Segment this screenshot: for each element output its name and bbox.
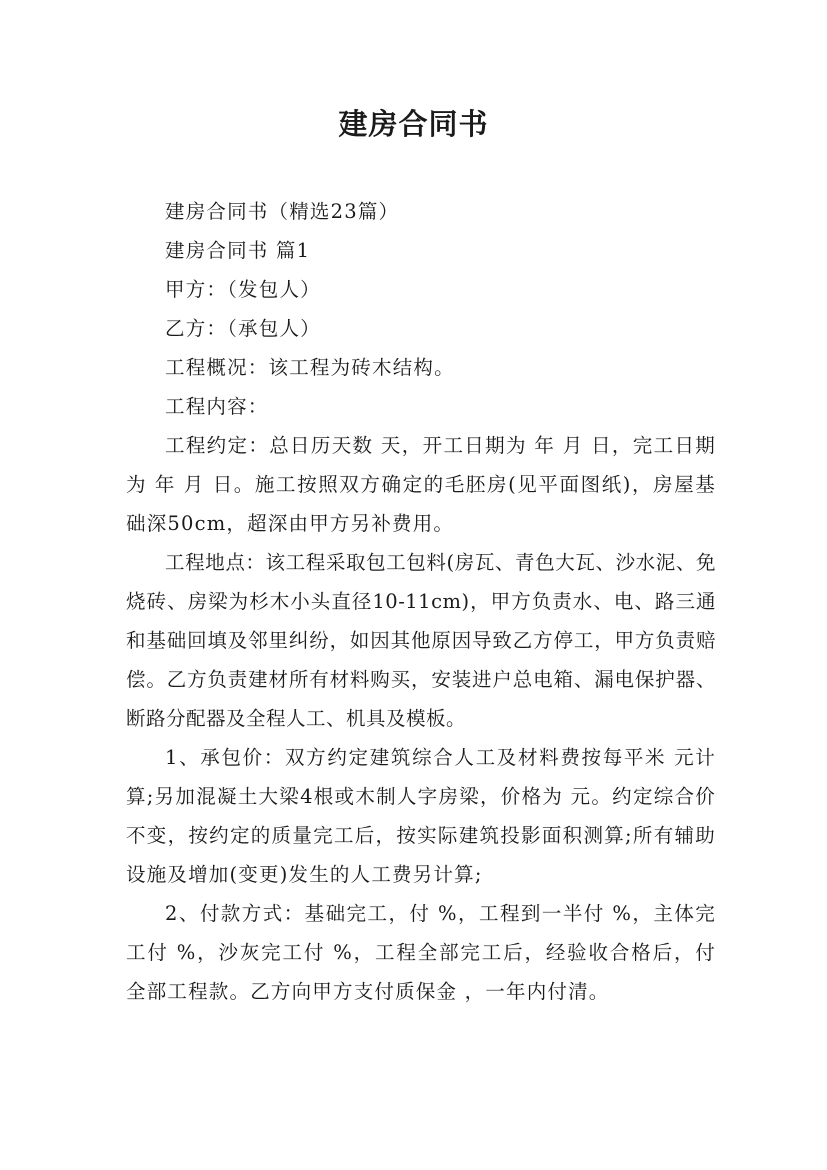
paragraph-contract-price: 1、承包价：双方约定建筑综合人工及材料费按每平米 元计算;另加混凝土大梁4根或木制人字房梁，价格为 元。约定综合价不变，按约定的质量完工后，按实际建筑投影面积测算;所有辅助设施及增加(变更)发生的人工费另计算; xyxy=(126,746,716,886)
paragraph-project-agreement: 工程约定：总日历天数 天，开工日期为 年 月 日，完工日期为 年 月 日。施工按照双方确定的毛胚房(见平面图纸)，房屋基础深50cm，超深由甲方另补费用。 xyxy=(126,434,716,535)
paragraph-project-content: 工程内容： xyxy=(165,395,269,418)
paragraph-section-heading: 建房合同书 篇1 xyxy=(165,239,311,262)
paragraph-subtitle: 建房合同书（精选23篇） xyxy=(165,200,400,223)
paragraph-project-overview: 工程概况：该工程为砖木结构。 xyxy=(165,356,455,379)
paragraph-party-a: 甲方：（发包人） xyxy=(165,278,321,301)
paragraph-project-location: 工程地点：该工程采取包工包料(房瓦、青色大瓦、沙水泥、免烧砖、房梁为杉木小头直径10-11cm)，甲方负责水、电、路三通和基础回填及邻里纠纷，如因其他原因导致乙方停工，甲方负责赔偿。乙方负责建材所有材料购买，安装进户总电箱、漏电保护器、断路分配器及全程人工、机具及模板。 xyxy=(126,551,716,730)
document-body xyxy=(126,192,716,1011)
paragraph-payment-method: 2、付款方式：基础完工，付 %，工程到一半付 %，主体完工付 %，沙灰完工付 %，工程全部完工后，经验收合格后，付全部工程款。乙方向甲方支付质保金 ，一年内付清。 xyxy=(126,902,716,1003)
document-title: 建房合同书 xyxy=(338,107,489,141)
paragraph-party-b: 乙方：（承包人） xyxy=(165,317,321,340)
